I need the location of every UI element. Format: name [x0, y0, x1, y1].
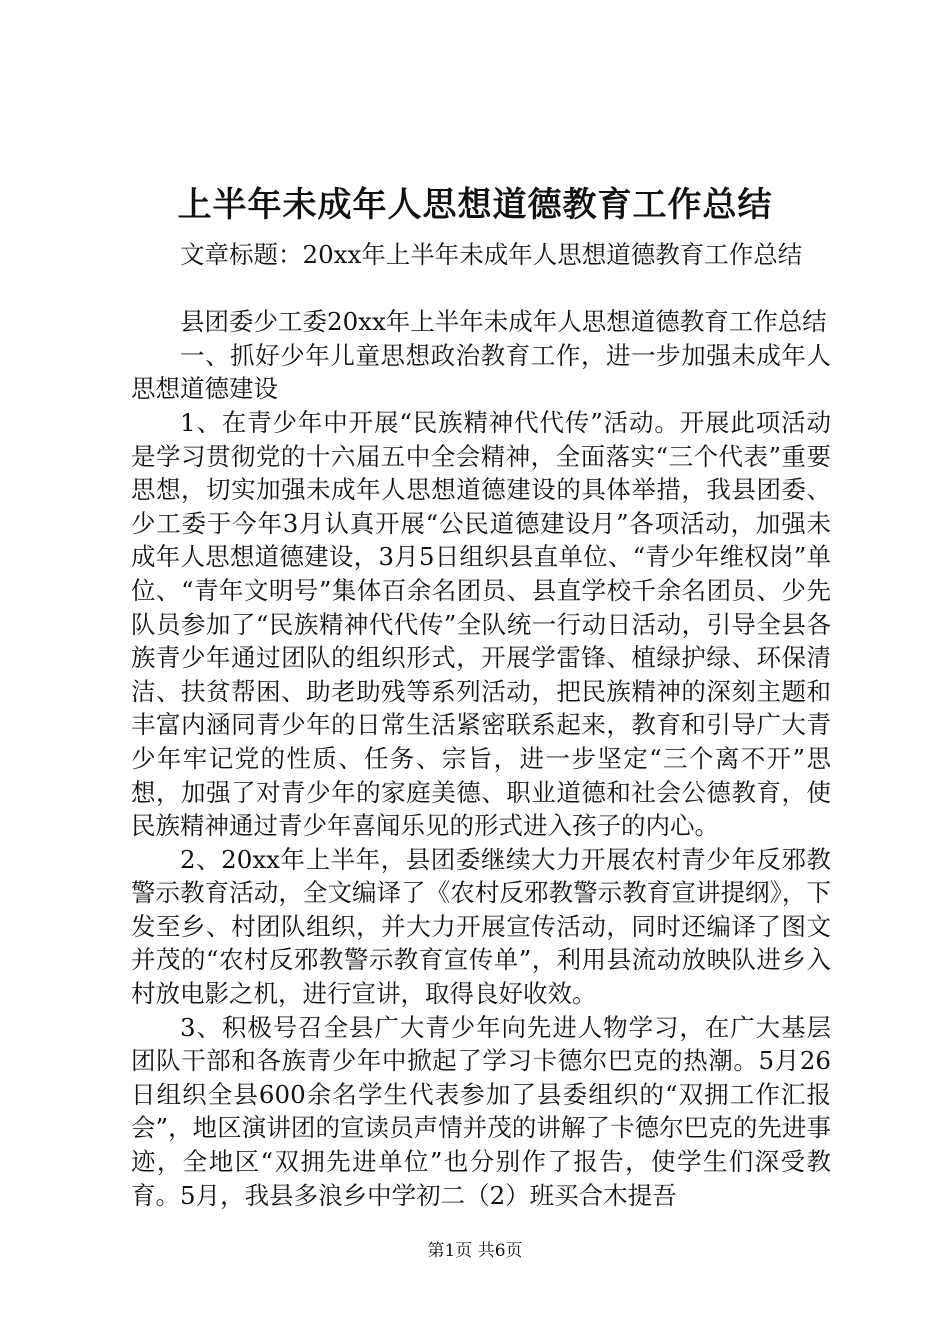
- paragraph-1: 1、在青少年中开展“民族精神代代传”活动。开展此项活动是学习贯彻党的十六届五中全会精神，全面落实“三个代表”重要思想，切实加强未成年人思想道德建设的具体举措，我县团委、少工委于今年3月认真开展“公民道德建设月”各项活动，加强未成年人思想道德建设，3月5日组织县直单位、“青少年维权岗”单位、“青年文明号”集体百余名团员、县直学校千余名团员、少先队员参加了“民族精神代代传”全队统一行动日活动，引导全县各族青少年通过团队的组织形式，开展学雷锋、植绿护绿、环保清洁、扶贫帮困、助老助残等系列活动，把民族精神的深刻主题和丰富内涵同青少年的日常生活紧密联系起来，教育和引导广大青少年牢记党的性质、任务、宗旨，进一步坚定“三个离不开”思想，加强了对青少年的家庭美德、职业道德和社会公德教育，使民族精神通过青少年喜闻乐见的形式进入孩子的内心。: [131, 407, 831, 841]
- paragraph-3: 3、积极号召全县广大青少年向先进人物学习，在广大基层团队干部和各族青少年中掀起了学习卡德尔巴克的热潮。5月26日组织全县600余名学生代表参加了县委组织的“双拥工作汇报会”，地区演讲团的宣读员声情并茂的讲解了卡德尔巴克的先进事迹，全地区“双拥先进单位”也分别作了报告，使学生们深受教育。5月，我县多浪乡中学初二（2）班买合木提吾: [131, 1012, 831, 1210]
- document-title: 上半年未成年人思想道德教育工作总结: [177, 185, 773, 225]
- paragraph-2: 2、20xx年上半年，县团委继续大力开展农村青少年反邪教警示教育活动，全文编译了《农村反邪教警示教育宣讲提纲》，下发至乡、村团队组织，并大力开展宣传活动，同时还编译了图文并茂的“农村反邪教警示教育宣传单”，利用县流动放映队进乡入村放电影之机，进行宣讲，取得良好收效。: [131, 844, 831, 1009]
- section-heading-1: 一、抓好少年儿童思想政治教育工作，进一步加强未成年人思想道德建设: [131, 340, 831, 404]
- article-subtitle: 文章标题：20xx年上半年未成年人思想道德教育工作总结: [180, 240, 803, 269]
- page-footer: 第1页 共6页: [427, 1241, 523, 1261]
- paragraph-heading-line: 县团委少工委20xx年上半年未成年人思想道德教育工作总结: [180, 307, 827, 337]
- document-body: [131, 238, 831, 1212]
